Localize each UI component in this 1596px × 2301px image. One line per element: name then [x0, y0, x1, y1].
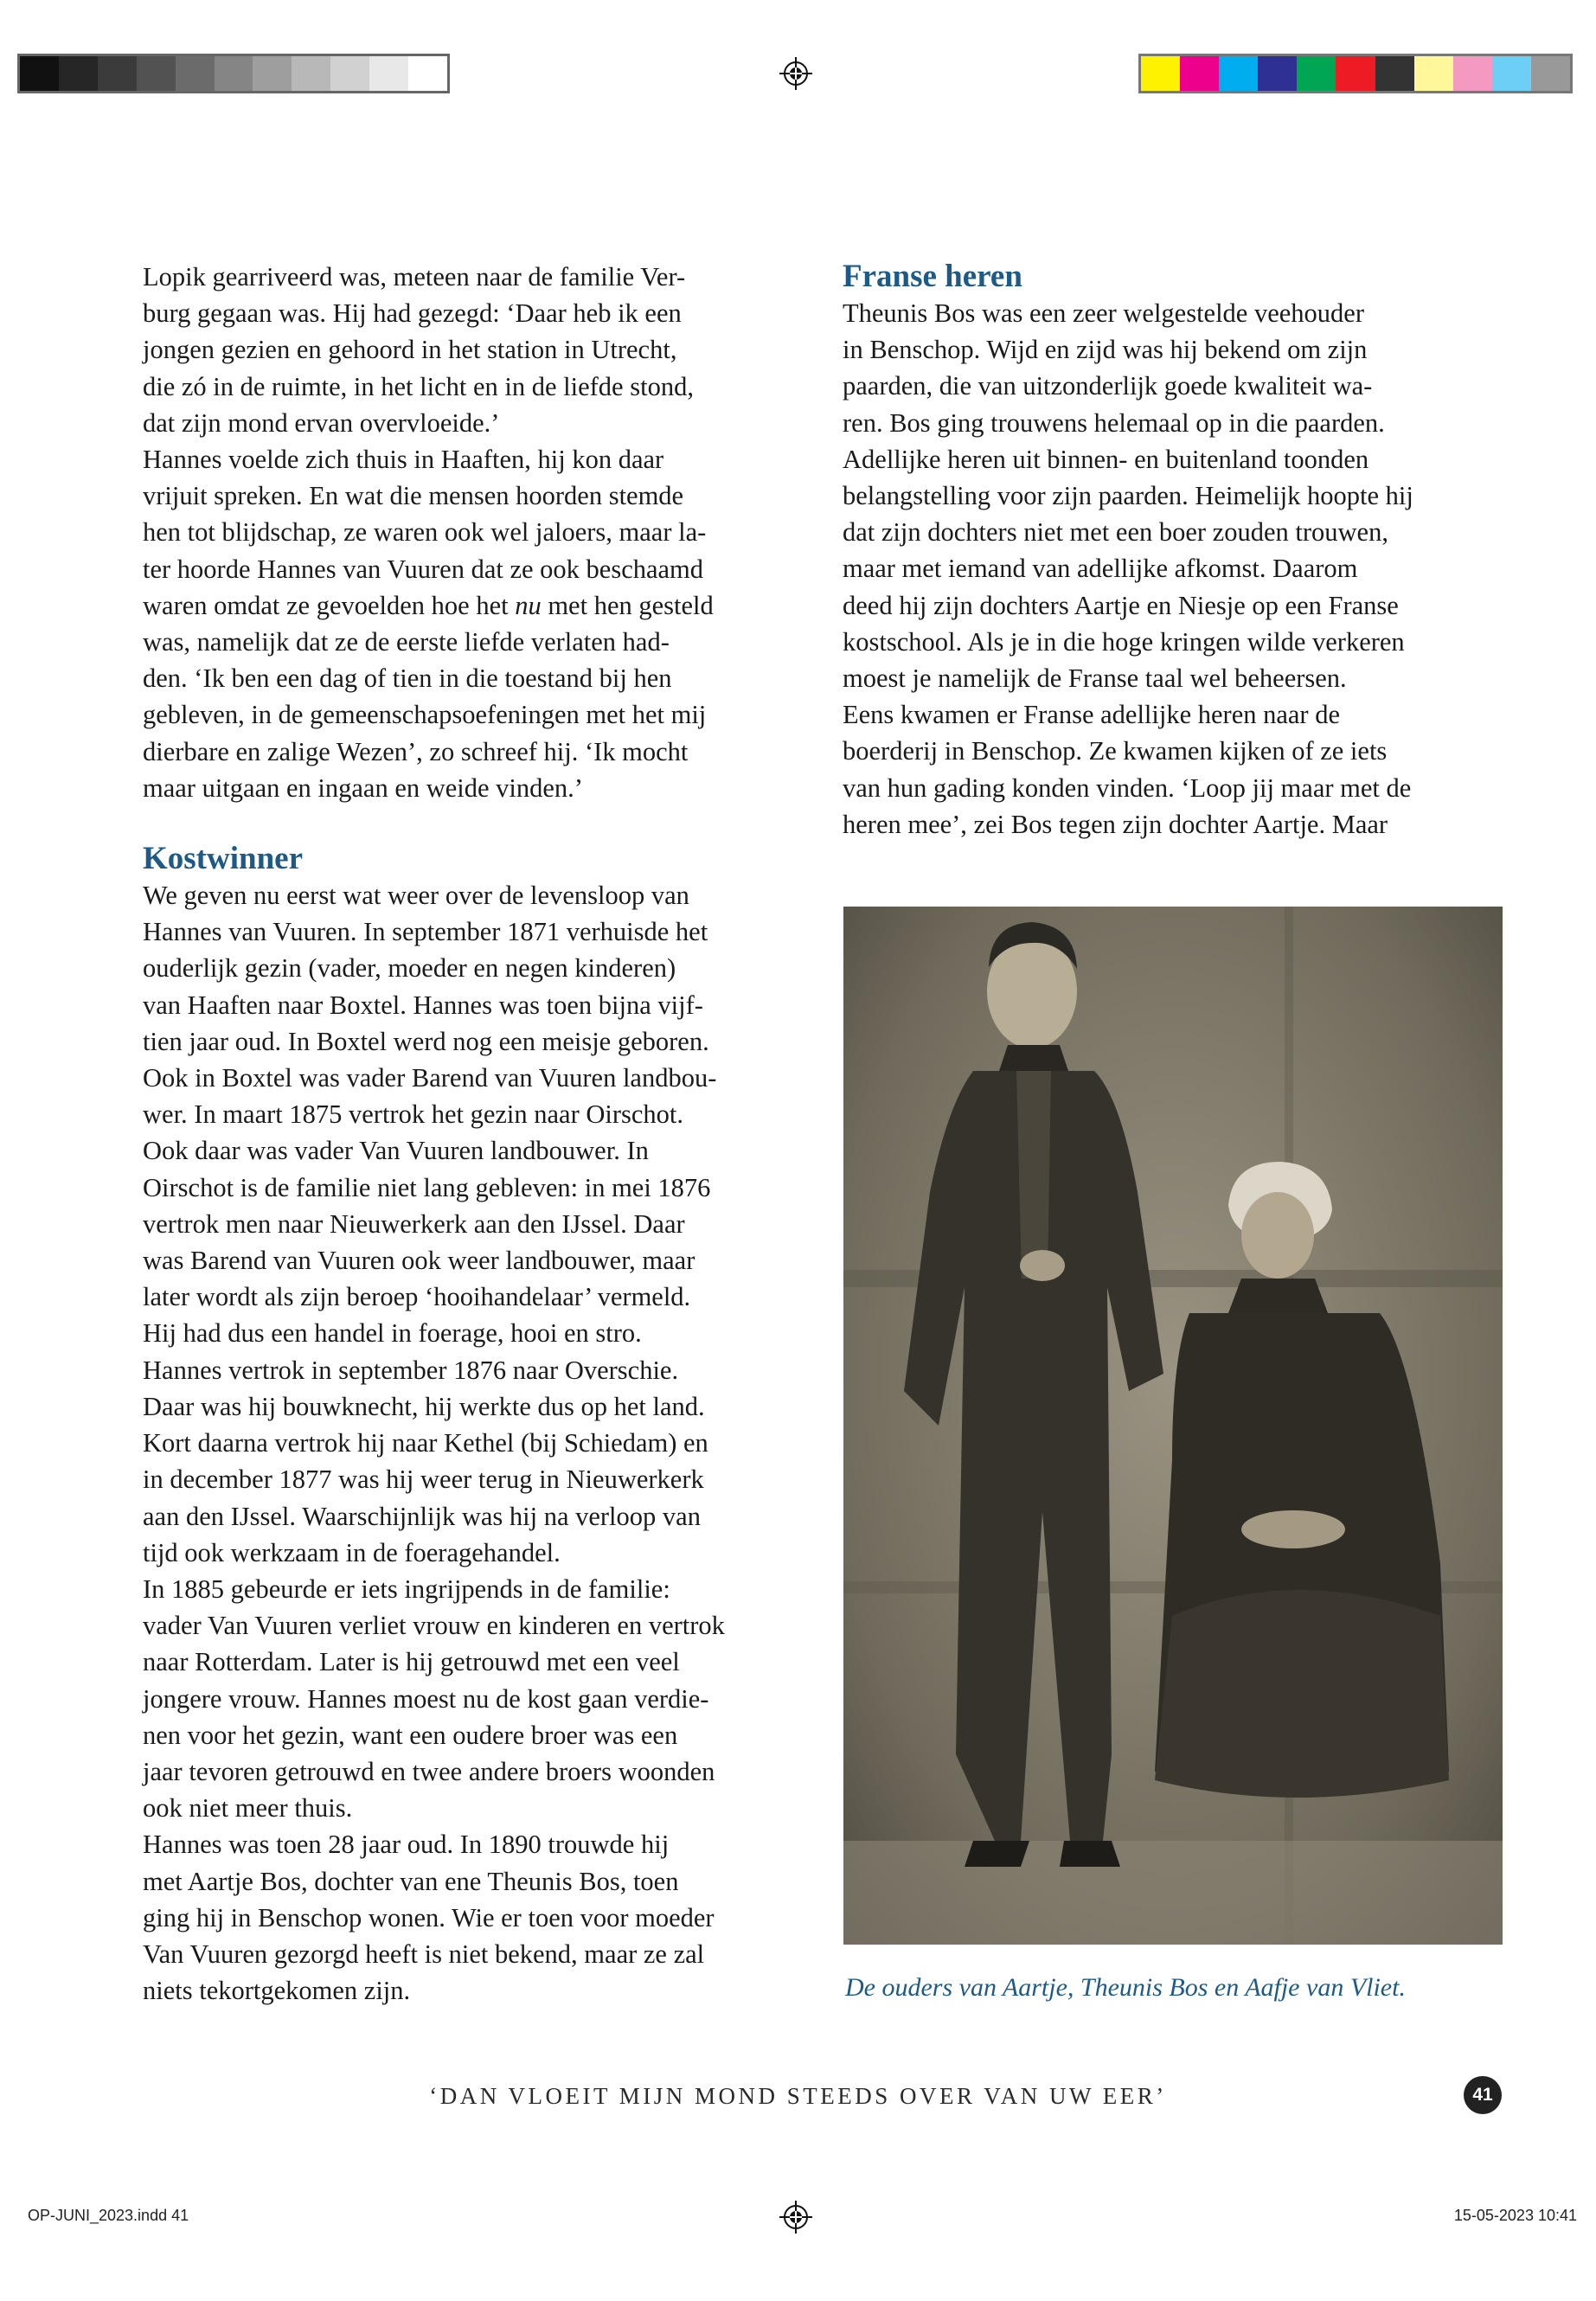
- registration-mark-icon: [779, 2201, 812, 2234]
- text-line: aan den IJssel. Waarschijnlijk was hij na verloop van: [143, 1501, 701, 1531]
- color-swatch: [1219, 56, 1258, 91]
- gray-swatch: [59, 56, 98, 91]
- italic-emphasis: nu: [515, 590, 542, 620]
- text-line: jongere vrouw. Hannes moest nu de kost gaan verdie-: [143, 1683, 709, 1714]
- text-line: Theunis Bos was een zeer welgestelde veehouder: [843, 298, 1364, 328]
- text-line: dat zijn dochters niet met een boer zouden trouwen,: [843, 517, 1388, 548]
- color-swatch: [1531, 56, 1570, 91]
- text-line: heren mee’, zei Bos tegen zijn dochter Aartje. Maar: [843, 809, 1388, 839]
- text-line: Ook daar was vader Van Vuuren landbouwer. In: [143, 1136, 649, 1166]
- text-line: moest je namelijk de Franse taal wel beheersen.: [843, 663, 1347, 694]
- text-line: ging hij in Benschop wonen. Wie er toen voor moeder: [143, 1902, 715, 1932]
- text-line: tien jaar oud. In Boxtel werd nog een meisje geboren.: [143, 1026, 709, 1056]
- text-line: ouderlijk gezin (vader, moeder en negen kinderen): [143, 953, 676, 984]
- text-line: Lopik gearriveerd was, meteen naar de familie Ver-: [143, 262, 686, 292]
- text-line: in december 1877 was hij weer terug in Nieuwerkerk: [143, 1465, 704, 1495]
- left-text-column: [143, 259, 813, 2009]
- slug-date-info: 15-05-2023 10:41: [1453, 2207, 1577, 2224]
- text-line: was, namelijk dat ze de eerste liefde verlaten had-: [143, 627, 670, 657]
- page-number-badge: 41: [1464, 2076, 1502, 2114]
- text-line: burg gegaan was. Hij had gezegd: ‘Daar heb ik een: [143, 298, 682, 329]
- text-line: van Haaften naar Boxtel. Hannes was toen bijna vijf-: [143, 990, 703, 1020]
- text-line: hen tot blijdschap, ze waren ook wel jaloers, maar la-: [143, 517, 707, 548]
- text-line: jongen gezien en gehoord in het station in Utrecht,: [143, 335, 677, 365]
- text-line: belangstelling voor zijn paarden. Heimelijk hoopte hij: [843, 481, 1413, 511]
- text-line: vrijuit spreken. En wat die mensen hoorden stemde: [143, 481, 684, 511]
- text-line: ren. Bos ging trouwens helemaal op in die paarden.: [843, 407, 1385, 438]
- gray-swatch: [253, 56, 292, 91]
- text-line: In 1885 gebeurde er iets ingrijpends in de familie:: [143, 1574, 670, 1604]
- text-line: Ook in Boxtel was vader Barend van Vuuren landbou-: [143, 1063, 717, 1093]
- running-title: ‘DAN VLOEIT MIJN MOND STEEDS OVER VAN UW EER’: [429, 2083, 1167, 2109]
- text-line: jaar tevoren getrouwd en twee andere broers woonden: [143, 1756, 715, 1786]
- text-line: Hannes van Vuuren. In september 1871 verhuisde het: [143, 917, 708, 947]
- color-swatch: [1492, 56, 1531, 91]
- franse-heren-paragraph: [843, 295, 1513, 843]
- gray-swatch: [408, 56, 447, 91]
- text-line: gebleven, in de gemeenschapsoefeningen met het mij: [143, 700, 707, 730]
- color-calibration-bar: [1138, 54, 1573, 93]
- text-line: Eens kwamen er Franse adellijke heren naar de: [843, 700, 1341, 730]
- right-text-column: [843, 259, 1513, 843]
- text-line: dierbare en zalige Wezen’, zo schreef hij. ‘Ik mocht: [143, 736, 689, 766]
- text-line: wer. In maart 1875 vertrok het gezin naar Oirschot.: [143, 1099, 684, 1130]
- text-line: waren omdat ze gevoelden hoe het nu met hen gesteld: [143, 590, 714, 620]
- text-line: dat zijn mond ervan overvloeide.’: [143, 407, 500, 438]
- text-line: paarden, die van uitzonderlijk goede kwaliteit wa-: [843, 371, 1373, 401]
- grayscale-calibration-bar: [17, 54, 450, 93]
- registration-mark-icon: [779, 57, 812, 90]
- gray-swatch: [176, 56, 215, 91]
- text-line: Hij had dus een handel in foerage, hooi en stro.: [143, 1318, 642, 1349]
- text-line: later wordt als zijn beroep ‘hooihandelaar’ vermeld.: [143, 1282, 691, 1312]
- text-line: maar met iemand van adellijke afkomst. Daarom: [843, 554, 1358, 584]
- text-line: kostschool. Als je in die hoge kringen wilde verkeren: [843, 626, 1405, 657]
- haaften-paragraph: [143, 441, 813, 806]
- text-line: vader Van Vuuren verliet vrouw en kinderen en vertrok: [143, 1611, 725, 1641]
- color-swatch: [1141, 56, 1180, 91]
- text-line: Daar was hij bouwknecht, hij werkte dus op het land.: [143, 1391, 705, 1421]
- photo-caption: De ouders van Aartje, Theunis Bos en Aafje van Vliet.: [845, 1973, 1406, 2002]
- text-line: tijd ook werkzaam in de foeragehandel.: [143, 1537, 561, 1567]
- color-swatch: [1258, 56, 1297, 91]
- gray-swatch: [215, 56, 253, 91]
- text-line: Adellijke heren uit binnen- en buitenland toonden: [843, 444, 1369, 474]
- color-swatch: [1336, 56, 1375, 91]
- historic-portrait-photo: [843, 907, 1503, 1945]
- text-line: Kort daarna vertrok hij naar Kethel (bij Schiedam) en: [143, 1428, 708, 1458]
- gray-swatch: [20, 56, 59, 91]
- text-line: Van Vuuren gezorgd heeft is niet bekend, maar ze zal: [143, 1939, 705, 1969]
- section-heading-franse-heren: Franse heren: [843, 259, 1022, 294]
- color-swatch: [1180, 56, 1219, 91]
- text-line: den. ‘Ik ben een dag of tien in die toestand bij hen: [143, 663, 672, 694]
- text-line: ook niet meer thuis.: [143, 1793, 353, 1823]
- text-line: Oirschot is de familie niet lang gebleven: in mei 1876: [143, 1172, 711, 1202]
- text-line: van hun gading konden vinden. ‘Loop jij maar met de: [843, 772, 1412, 803]
- color-swatch: [1297, 56, 1336, 91]
- gray-swatch: [292, 56, 330, 91]
- text-line: maar uitgaan en ingaan en weide vinden.’: [143, 772, 583, 803]
- color-swatch: [1453, 56, 1492, 91]
- text-line: nen voor het gezin, want een oudere broer was een: [143, 1720, 678, 1750]
- text-line: deed hij zijn dochters Aartje en Niesje op een Franse: [843, 590, 1399, 620]
- text-line: in Benschop. Wijd en zijd was hij bekend om zijn: [843, 335, 1368, 365]
- text-line: met Aartje Bos, dochter van ene Theunis Bos, toen: [143, 1866, 679, 1896]
- text-line: naar Rotterdam. Later is hij getrouwd met een veel: [143, 1647, 680, 1677]
- text-line: die zó in de ruimte, in het licht en in de liefde stond,: [143, 371, 694, 401]
- text-line: boerderij in Benschop. Ze kwamen kijken of ze iets: [843, 736, 1388, 766]
- color-swatch: [1414, 56, 1453, 91]
- text-line: Hannes vertrok in september 1876 naar Overschie.: [143, 1355, 679, 1385]
- gray-swatch: [330, 56, 369, 91]
- color-swatch: [1375, 56, 1414, 91]
- text-line: ter hoorde Hannes van Vuuren dat ze ook beschaamd: [143, 554, 704, 584]
- text-line: was Barend van Vuuren ook weer landbouwer, maar: [143, 1246, 695, 1276]
- section-heading-kostwinner: Kostwinner: [143, 841, 303, 877]
- text-line: Hannes was toen 28 jaar oud. In 1890 trouwde hij: [143, 1830, 670, 1860]
- text-line: niets tekortgekomen zijn.: [143, 1976, 411, 2006]
- kostwinner-paragraph: [143, 877, 813, 2009]
- text-line: Hannes voelde zich thuis in Haaften, hij kon daar: [143, 445, 664, 475]
- text-line: vertrok men naar Nieuwerkerk aan den IJssel. Daar: [143, 1208, 685, 1239]
- text-line: We geven nu eerst wat weer over de levensloop van: [143, 881, 689, 911]
- gray-swatch: [137, 56, 176, 91]
- gray-swatch: [98, 56, 137, 91]
- slug-file-info: OP-JUNI_2023.indd 41: [28, 2207, 189, 2224]
- gray-swatch: [369, 56, 408, 91]
- intro-paragraph: [143, 259, 813, 441]
